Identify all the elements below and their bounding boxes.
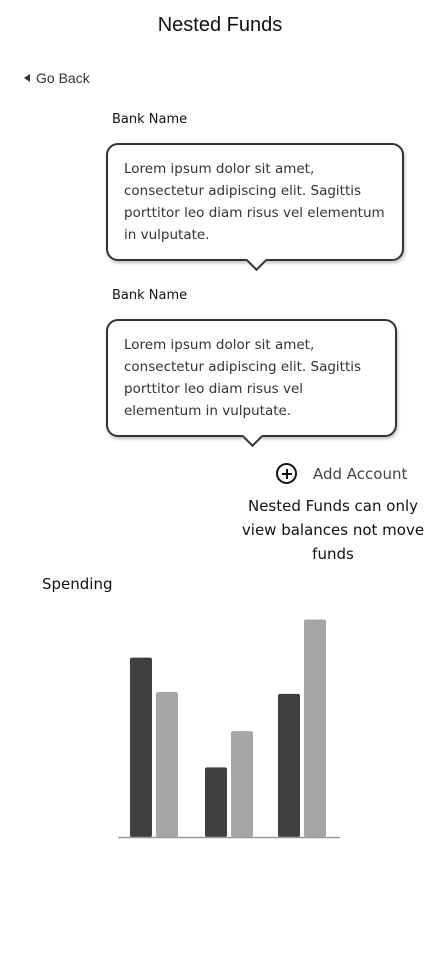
bubble-tail: [242, 426, 263, 447]
bar-series1-group2: [205, 767, 227, 837]
bar-series1-group1: [130, 658, 152, 837]
spending-label: Spending: [42, 575, 113, 593]
bar-series2-group1: [156, 692, 178, 837]
bubble-tail: [246, 250, 267, 271]
account-description: Lorem ipsum dolor sit amet, consectetur adipiscing elit. Sagittis porttitor leo diam risus vel elementum in vulputate.: [124, 337, 362, 419]
bar-series1-group3: [278, 694, 300, 837]
add-circle-icon: [276, 463, 297, 484]
spending-bar-chart: [110, 600, 350, 845]
account-card[interactable]: [106, 319, 397, 437]
go-back-label: Go Back: [36, 70, 90, 86]
go-back-link[interactable]: [24, 70, 90, 86]
add-account-label: Add Account: [313, 464, 408, 483]
page-title: Nested Funds: [157, 14, 283, 36]
account-description: Lorem ipsum dolor sit amet, consectetur adipiscing elit. Sagittis porttitor leo diam risus vel elementum in vulputate.: [124, 161, 385, 243]
bank-name-label: Bank Name: [112, 112, 188, 127]
bar-series2-group2: [231, 731, 253, 837]
account-card[interactable]: [106, 143, 404, 261]
bank-name-label: Bank Name: [112, 288, 188, 303]
back-arrow-icon: [24, 74, 30, 82]
nested-funds-note: Nested Funds can only view balances not move funds: [241, 497, 425, 563]
bar-series2-group3: [304, 619, 326, 837]
add-account-button[interactable]: [276, 463, 407, 484]
